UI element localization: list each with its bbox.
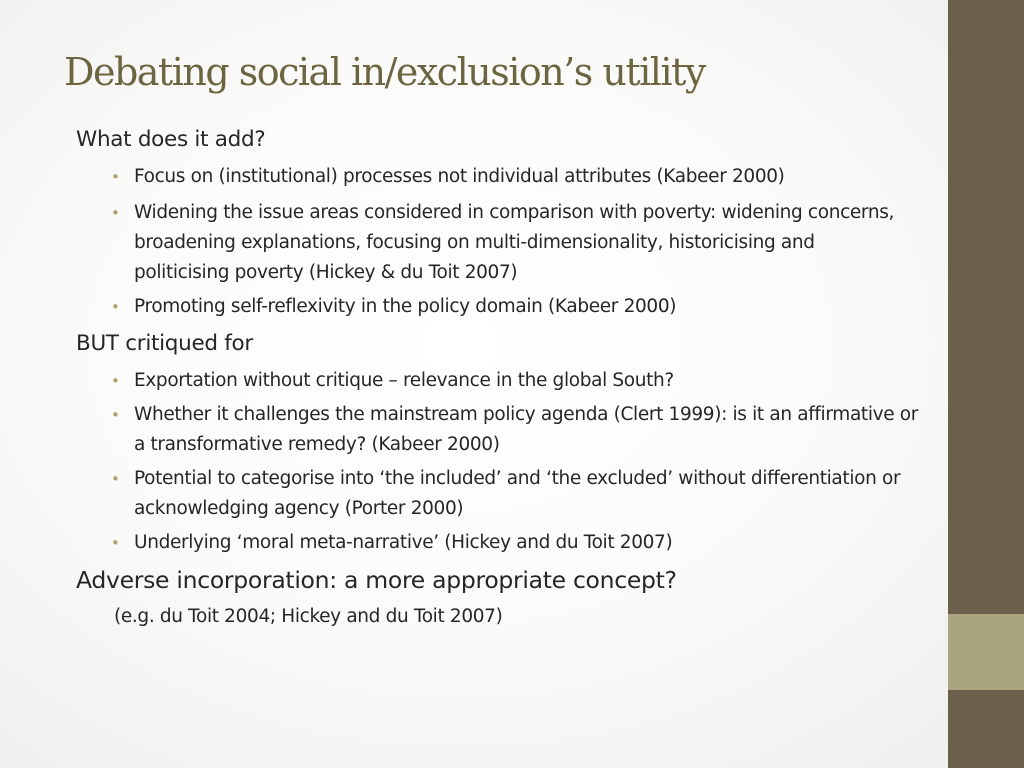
list-item-text: Promoting self-reflexivity in the policy domain (Kabeer 2000) bbox=[134, 296, 677, 317]
section-heading-but-critiqued-for: BUT critiqued for bbox=[76, 331, 253, 356]
list-item bbox=[76, 292, 926, 322]
bullet-icon: • bbox=[111, 298, 120, 316]
bullet-icon: • bbox=[111, 406, 120, 424]
bullet-icon: • bbox=[111, 204, 120, 222]
bullet-icon: • bbox=[111, 168, 120, 186]
list-item bbox=[76, 162, 926, 192]
list-item-text: Focus on (institutional) processes not individual attributes (Kabeer 2000) bbox=[134, 166, 785, 187]
reference-note: (e.g. du Toit 2004; Hickey and du Toit 2007) bbox=[114, 606, 503, 627]
list-item-text: Exportation without critique – relevance in the global South? bbox=[134, 370, 674, 391]
side-accent-block bbox=[948, 614, 1024, 690]
section-heading-adverse-incorporation: Adverse incorporation: a more appropriate concept? bbox=[76, 566, 677, 594]
slide-title: Debating social in/exclusion’s utility bbox=[64, 50, 705, 94]
list-item-text: Whether it challenges the mainstream policy agenda (Clert 1999): is it an affirmative or a transformative remedy? (Kabeer 2000) bbox=[134, 404, 919, 455]
list-item bbox=[76, 198, 904, 288]
bullet-icon: • bbox=[111, 470, 120, 488]
slide-content bbox=[76, 124, 926, 632]
section-list-what-does-it-add bbox=[76, 162, 926, 322]
list-item bbox=[76, 464, 926, 524]
list-item bbox=[76, 528, 926, 558]
list-item bbox=[76, 366, 926, 396]
section-list-but-critiqued-for bbox=[76, 366, 926, 558]
list-item-text: Underlying ‘moral meta-narrative’ (Hickey and du Toit 2007) bbox=[134, 532, 673, 553]
list-item-text: Widening the issue areas considered in comparison with poverty: widening concerns, broadening explanations, focusing on multi-dimensionality, historicising and politicising poverty (Hickey & du Toit 2007) bbox=[134, 202, 895, 283]
list-item-text: Potential to categorise into ‘the included’ and ‘the excluded’ without differentiation or acknowledging agency (Porter 2000) bbox=[134, 468, 901, 519]
bullet-icon: • bbox=[111, 372, 120, 390]
bullet-icon: • bbox=[111, 534, 120, 552]
section-heading-what-does-it-add: What does it add? bbox=[76, 127, 266, 152]
list-item bbox=[76, 400, 926, 460]
